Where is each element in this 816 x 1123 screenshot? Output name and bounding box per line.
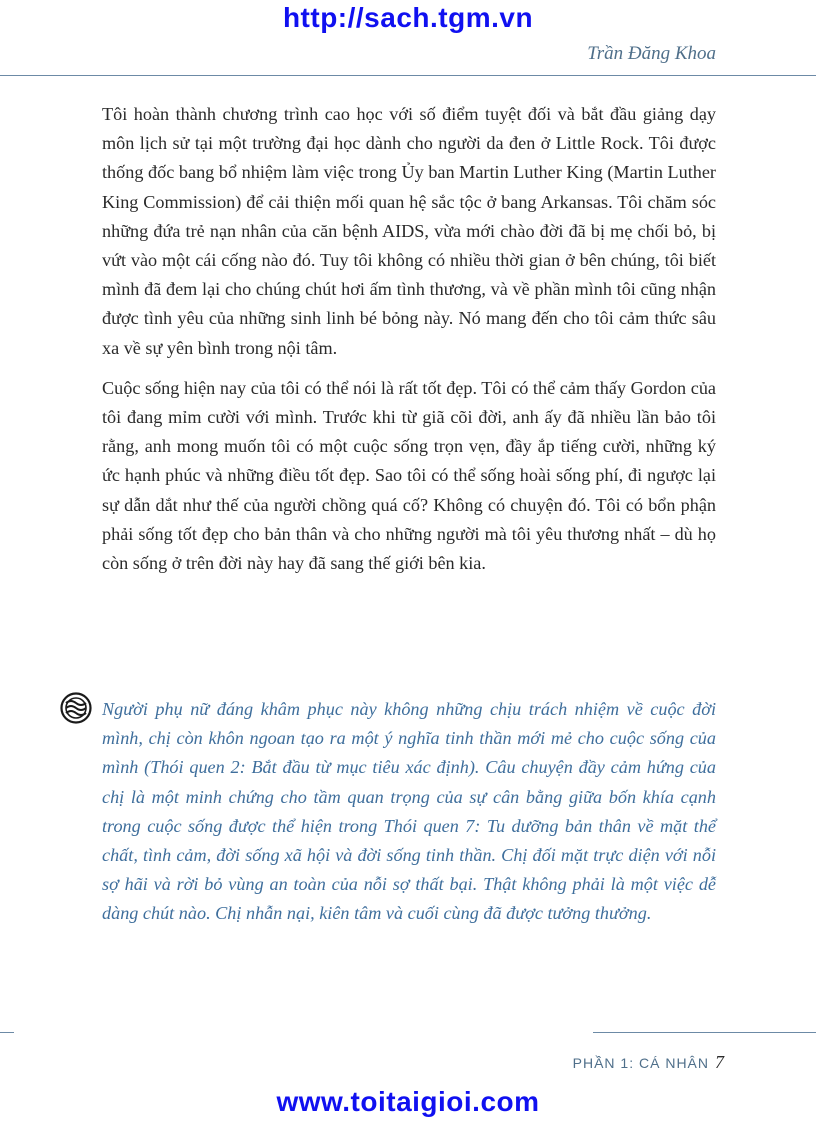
commentary-text: Người phụ nữ đáng khâm phục này không những chịu trách nhiệm về cuộc đời mình, chị còn khôn ngoan tạo ra một ý nghĩa tinh thần mới mẻ cho cuộc sống của mình (Thói quen 2: Bắt đầu từ mục tiêu xác định). Câu chuyện đầy cảm hứng của chị là một minh chứng cho tầm quan trọng của sự cân bằng giữa bốn khía cạnh trong cuộc sống được thể hiện trong Thói quen 7: Tu dưỡng bản thân về mặt thể chất, tình cảm, đời sống xã hội và đời sống tinh thần. Chị đối mặt trực diện với nỗi sợ hãi và rời bỏ vùng an toàn của nỗi sợ thất bại. Thật không phải là một việc dễ dàng chút nào. Chị nhẫn nại, kiên tâm và cuối cùng đã được tưởng thưởng.	[102, 699, 716, 924]
page-footer	[573, 1052, 724, 1073]
running-head-author: Trần Đăng Khoa	[587, 43, 716, 64]
footer-divider-right	[593, 1032, 816, 1033]
footer-site-url[interactable]: www.toitaigioi.com	[276, 1086, 540, 1117]
footer-divider-left	[0, 1032, 14, 1033]
body-paragraph: Cuộc sống hiện nay của tôi có thể nói là rất tốt đẹp. Tôi có thể cảm thấy Gordon của tôi đang mỉm cười với mình. Trước khi từ giã cõi đời, anh ấy đã nhiều lần bảo tôi rằng, anh mong muốn tôi có một cuộc sống trọn vẹn, đầy ắp tiếng cười, những ký ức hạnh phúc và những điều tốt đẹp. Sao tôi có thể sống hoài sống phí, đi ngược lại sự dẫn dắt như thế của người chồng quá cố? Không có chuyện đó. Tôi có bổn phận phải sống tốt đẹp cho bản thân và cho những người mà tôi yêu thương nhất – dù họ còn sống ở trên đời này hay đã sang thế giới bên kia.	[102, 377, 716, 574]
footer-section-label: PHẦN 1: CÁ NHÂN	[572, 1055, 709, 1071]
header-divider	[0, 75, 816, 76]
page-number: 7	[715, 1052, 724, 1072]
commentary-box	[102, 695, 716, 929]
body-text	[102, 100, 716, 589]
ornament-icon	[60, 692, 92, 724]
header-site-url[interactable]: http://sach.tgm.vn	[282, 2, 534, 33]
body-paragraph: Tôi hoàn thành chương trình cao học với số điểm tuyệt đối và bắt đầu giảng dạy môn lịch sử tại một trường đại học dành cho người da đen ở Little Rock. Tôi được thống đốc bang bổ nhiệm làm việc trong Ủy ban Martin Luther King (Martin Luther King Commission) để cải thiện mối quan hệ sắc tộc ở bang Arkansas. Tôi chăm sóc những đứa trẻ nạn nhân của căn bệnh AIDS, vừa mới chào đời đã bị mẹ chối bỏ, bị vứt vào một cái cống nào đó. Tuy tôi không có nhiều thời gian ở bên chúng, tôi biết mình đã đem lại cho chúng chút hơi ấm tình thương, và về phần mình tôi cũng nhận được tình yêu của những sinh linh bé bỏng này. Nó mang đến cho tôi cảm thức sâu xa về sự yên bình trong nội tâm.	[102, 104, 716, 358]
